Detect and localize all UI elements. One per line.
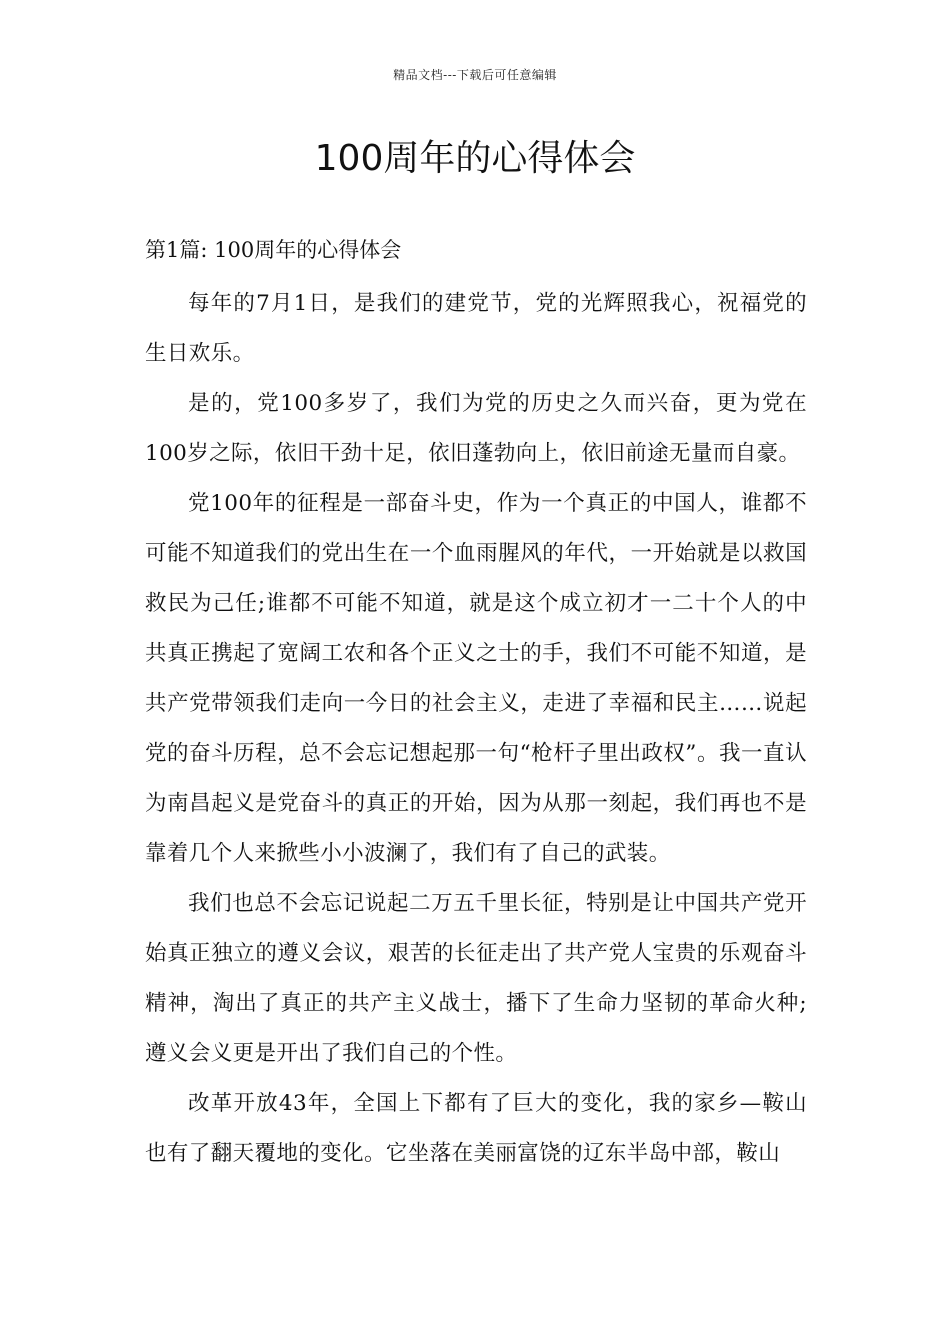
paragraph-3: 党100年的征程是一部奋斗史，作为一个真正的中国人，谁都不可能不知道我们的党出生在一个血雨腥风的年代，一开始就是以救国救民为己任;谁都不可能不知道，就是这个成立初才一二十个人的中共真正携起了宽阔工农和各个正义之士的手，我们不可能不知道，是共产党带领我们走向一今日的社会主义，走进了幸福和民主……说起党的奋斗历程，总不会忘记想起那一句“枪杆子里出政权”。我一直认为南昌起义是党奋斗的真正的开始，因为从那一刻起，我们再也不是靠着几个人来掀些小小波澜了，我们有了自己的武装。: [145, 491, 807, 866]
body-text: [145, 279, 807, 1179]
paragraph-4: 我们也总不会忘记说起二万五千里长征，特别是让中国共产党开始真正独立的遵义会议，艰苦的长征走出了共产党人宝贵的乐观奋斗精神，淘出了真正的共产主义战士，播下了生命力坚韧的革命火种;遵义会义更是开出了我们自己的个性。: [145, 891, 807, 1066]
paragraph-2: 是的，党100多岁了，我们为党的历史之久而兴奋，更为党在100岁之际，依旧干劲十足，依旧蓬勃向上，依旧前途无量而自豪。: [145, 391, 807, 466]
section-heading: 第1篇: 100周年的心得体会: [145, 238, 402, 262]
document-title: 100周年的心得体会: [314, 138, 636, 179]
paragraph-5: 改革开放43年，全国上下都有了巨大的变化，我的家乡—鞍山也有了翻天覆地的变化。它坐落在美丽富饶的辽东半岛中部，鞍山: [145, 1091, 807, 1166]
header-note: 精品文档---下载后可任意编辑: [393, 68, 557, 82]
paragraph-1: 每年的7月1日，是我们的建党节，党的光辉照我心，祝福党的生日欢乐。: [145, 291, 807, 366]
